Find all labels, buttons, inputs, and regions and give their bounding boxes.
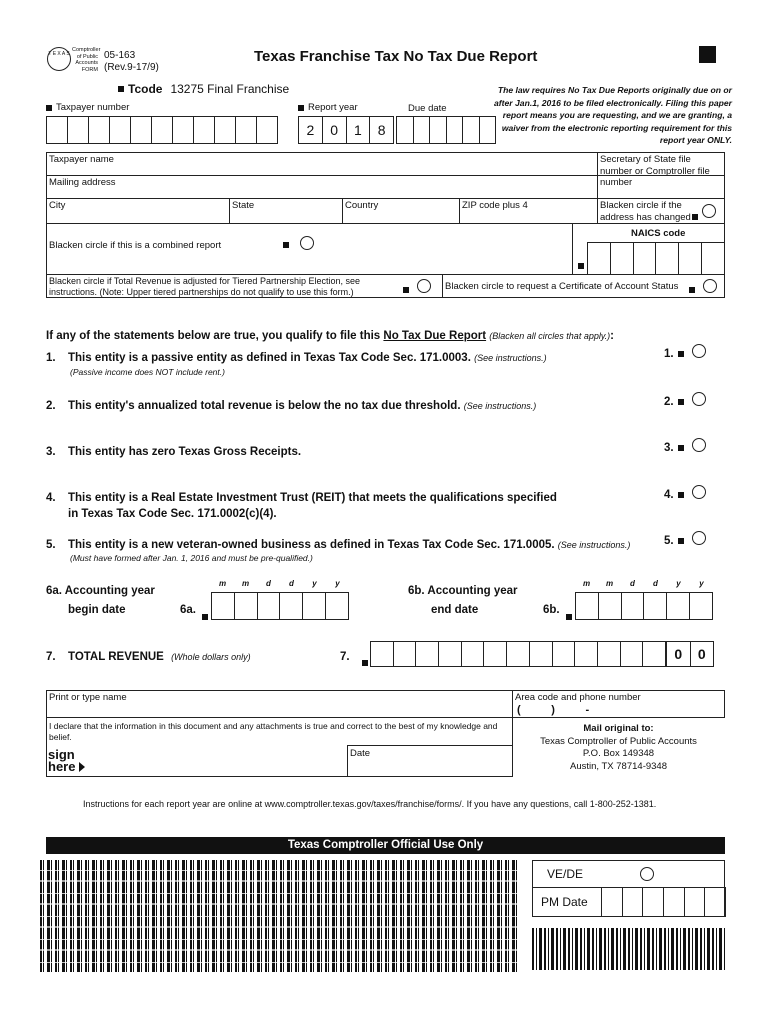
statement-text: This entity has zero Texas Gross Receipts.: [68, 446, 302, 458]
mailing-address-field[interactable]: [46, 175, 598, 199]
statement-5-sub: (Must have formed after Jan. 1, 2016 and must be pre-qualified.): [70, 553, 313, 563]
statement-5: [46, 539, 630, 551]
marker-square: [46, 105, 52, 111]
label-text: Blacken circle if Total Revenue is adjusted for Tiered Partnership Election, see instructions. (Note: Upper tiered partnerships do not qualify to use this form.): [49, 276, 360, 297]
label-text: State: [232, 200, 255, 211]
answer-4: [664, 489, 706, 501]
marker-square: [692, 214, 698, 220]
statement-number: 4.: [46, 492, 56, 504]
marker-square: [202, 614, 208, 620]
statement-2-circle[interactable]: [692, 392, 706, 406]
marker-square: [298, 105, 304, 111]
label-text: Country: [345, 200, 379, 211]
revenue-note: (Whole dollars only): [171, 652, 251, 662]
state-field[interactable]: [229, 198, 343, 224]
total-revenue-input[interactable]: [370, 641, 666, 667]
tiered-partnership-circle[interactable]: [417, 279, 431, 293]
due-date-input[interactable]: [396, 116, 496, 144]
instructions-text: Instructions for each report year are online at www.comptroller.texas.gov/taxes/franchise/forms/. If you have any questions, call 1-800-252-1381.: [83, 799, 657, 809]
combined-report-circle[interactable]: [300, 236, 314, 250]
intro-link: No Tax Due Report: [383, 330, 487, 342]
label-text: VE/DE: [547, 867, 584, 881]
statement-3-circle[interactable]: [692, 438, 706, 452]
statement-4: [46, 492, 557, 504]
agency-line: Accounts: [75, 60, 98, 66]
begin-date-input[interactable]: [211, 592, 349, 620]
tcode-label: Tcode: [128, 82, 163, 96]
answer-number: 3.: [664, 442, 674, 454]
intro-end: :: [610, 330, 615, 342]
statement-text: This entity's annualized total revenue is below the no tax due threshold.: [68, 400, 461, 412]
statement-1: [46, 352, 547, 364]
certificate-field: [442, 274, 725, 298]
label-text: Area code and phone number: [515, 692, 641, 703]
pm-date-input[interactable]: [601, 887, 726, 917]
accounting-begin-label: 6a. Accounting year: [46, 585, 155, 597]
statement-5-circle[interactable]: [692, 531, 706, 545]
mdy-label: y: [676, 579, 681, 588]
mdy-label: m: [218, 579, 227, 588]
report-year-label: [298, 102, 358, 113]
mdy-label: m: [582, 579, 591, 588]
label-text: Taxpayer name: [49, 154, 114, 165]
statement-number: 1.: [46, 352, 56, 364]
year-digit: 0: [323, 116, 347, 144]
vede-circle[interactable]: [640, 867, 654, 881]
mdy-label: d: [266, 579, 271, 588]
statement-4-line2: in Texas Tax Code Sec. 171.0002(c)(4).: [68, 508, 277, 520]
marker-square: [678, 351, 684, 357]
combined-report-field: [46, 223, 573, 275]
statement-text: This entity is a new veteran-owned business as defined in Texas Tax Code Sec. 171.0005.: [68, 539, 555, 551]
cents-digit: 0: [691, 641, 715, 667]
total-revenue-label: [46, 651, 251, 663]
tcode-value: 13275 Final Franchise: [170, 82, 290, 96]
year-digit: 1: [347, 116, 371, 144]
label-text: Taxpayer number: [56, 102, 130, 113]
official-use-banner: Texas Comptroller Official Use Only: [46, 837, 725, 854]
comptroller-seal: [47, 47, 71, 71]
statement-text: This entity is a Real Estate Investment Trust (REIT) that meets the qualifications specified: [68, 492, 557, 504]
phone-field[interactable]: [512, 690, 725, 718]
tcode: [118, 82, 289, 96]
label-text: Report year: [308, 102, 358, 113]
marker-square: [403, 287, 409, 293]
statement-note: (See instructions.): [463, 401, 537, 411]
electronic-filing-notice: The law requires No Tax Due Reports originally due on or after Jan.1, 2016 to be filed electronically. Filing this paper report means you are requesting, and we are granting, a waiver from the electronic reporting requirement for this report year ONLY.: [494, 85, 732, 145]
statement-3: [46, 446, 301, 458]
agency-line: of Public: [76, 53, 98, 60]
form-number: 05-163: [104, 50, 136, 61]
accounting-end-label: 6b. Accounting year: [408, 585, 518, 597]
mail-line: P.O. Box 149348: [582, 748, 655, 759]
corner-mark: [699, 46, 716, 63]
answer-3: [664, 442, 706, 454]
intro-text: If any of the statements below are true, you qualify to file this: [46, 330, 381, 342]
seal-letters: T E X A S: [48, 51, 70, 57]
sign-here-icon: [48, 749, 75, 773]
accounting-begin-code: 6a.: [180, 604, 196, 616]
sos-number-cells[interactable]: [597, 175, 725, 199]
mdy-label: d: [653, 579, 658, 588]
cents-digit: 0: [666, 641, 691, 667]
begin-date-mdy: [211, 579, 349, 588]
statement-note: (See instructions.): [474, 353, 547, 363]
statement-2: [46, 400, 536, 412]
label-text: ZIP code plus 4: [462, 200, 528, 211]
label-text: Print or type name: [49, 692, 127, 703]
zip-field[interactable]: [459, 198, 598, 224]
address-changed-circle[interactable]: [702, 204, 716, 218]
answer-number: 1.: [664, 348, 674, 360]
declaration-text: I declare that the information in this document and any attachments is true and correct to the best of my knowledge and belief.: [49, 721, 498, 742]
answer-2: [664, 396, 706, 408]
taxpayer-number-input[interactable]: [46, 116, 278, 144]
revenue-cents: [666, 641, 714, 667]
sign-arrow-icon: [79, 762, 85, 772]
mdy-label: d: [630, 579, 635, 588]
mdy-label: d: [289, 579, 294, 588]
mdy-label: m: [605, 579, 614, 588]
address-changed-field: [597, 198, 725, 224]
sign-word: sign: [48, 747, 75, 762]
year-digit: 8: [370, 116, 394, 144]
qualify-intro: [46, 330, 614, 342]
barcode-left-overlay: [40, 860, 518, 972]
certificate-circle[interactable]: [703, 279, 717, 293]
naics-input[interactable]: [587, 242, 725, 275]
taxpayer-name-field[interactable]: [46, 152, 598, 176]
label-text: Blacken circle if this is a combined report: [49, 240, 222, 251]
marker-square: [362, 660, 368, 666]
pm-date-field: [532, 887, 725, 917]
label-text: Mailing address: [49, 177, 116, 188]
agency-name: [72, 47, 101, 73]
agency-line: Comptroller: [72, 47, 101, 53]
marker-square: [678, 492, 684, 498]
naics-label: NAICS code: [631, 228, 686, 239]
intro-note: (Blacken all circles that apply.): [489, 331, 611, 341]
label-text: Secretary of State file number or Comptroller file number: [600, 154, 710, 188]
answer-number: 2.: [664, 396, 674, 408]
agency-line: FORM: [81, 66, 98, 73]
print-name-field[interactable]: [46, 690, 513, 718]
mail-line: Austin, TX 78714-9348: [569, 760, 667, 772]
signature-field[interactable]: [86, 745, 348, 777]
marker-square: [678, 538, 684, 544]
report-year-input[interactable]: [298, 116, 394, 144]
statement-note: (See instructions.): [557, 540, 631, 550]
barcode-right: [532, 928, 725, 970]
statement-text: This entity is a passive entity as defined in Texas Tax Code Sec. 171.0003.: [68, 352, 471, 364]
label-text: Date: [350, 748, 371, 759]
taxpayer-number-label: [46, 102, 129, 113]
naics-field: [572, 223, 725, 275]
accounting-begin-label2: begin date: [68, 604, 126, 616]
label-text: City: [49, 200, 66, 211]
end-date-mdy: [575, 579, 713, 588]
date-field[interactable]: [348, 745, 513, 777]
accounting-end-label2: end date: [431, 604, 479, 616]
accounting-end-code: 6b.: [543, 604, 560, 616]
label-text: PM Date: [541, 895, 588, 909]
statement-4-circle[interactable]: [692, 485, 706, 499]
end-date-input[interactable]: [575, 592, 713, 620]
statement-number: 2.: [46, 400, 56, 412]
marker-square: [678, 399, 684, 405]
marker-square: [566, 614, 572, 620]
marker-square: [118, 86, 124, 92]
marker-square: [678, 445, 684, 451]
answer-number: 5.: [664, 535, 674, 547]
mail-title: Mail original to:: [583, 723, 654, 734]
country-field[interactable]: [342, 198, 460, 224]
statement-1-sub: (Passive income does NOT include rent.): [70, 367, 225, 377]
year-digit: 2: [298, 116, 323, 144]
city-field[interactable]: [46, 198, 230, 224]
mail-line: Texas Comptroller of Public Accounts: [540, 735, 697, 747]
marker-square: [689, 287, 695, 293]
marker-square: [578, 263, 584, 269]
answer-number: 4.: [664, 489, 674, 501]
marker-square: [283, 242, 289, 248]
mdy-label: y: [335, 579, 340, 588]
statement-number: 3.: [46, 446, 56, 458]
total-revenue-code: 7.: [340, 651, 350, 663]
tiered-partnership-field: [46, 274, 443, 298]
form-title: Texas Franchise Tax No Tax Due Report: [254, 48, 538, 65]
form-revision: (Rev.9-17/9): [104, 62, 159, 73]
mdy-label: m: [241, 579, 250, 588]
vede-field: [532, 860, 725, 888]
mdy-label: y: [699, 579, 704, 588]
due-date-label: Due date: [408, 103, 447, 114]
statement-number: 5.: [46, 539, 56, 551]
here-word: here: [48, 759, 76, 774]
statement-1-circle[interactable]: [692, 344, 706, 358]
mailing-instructions: [512, 717, 725, 773]
revenue-label: TOTAL REVENUE: [68, 651, 164, 663]
mdy-label: y: [312, 579, 317, 588]
answer-5: [664, 535, 706, 547]
revenue-number: 7.: [46, 651, 56, 663]
phone-mask: ( ) -: [517, 704, 590, 716]
label-text: Blacken circle to request a Certificate of Account Status: [445, 281, 679, 292]
sos-file-number-field[interactable]: [597, 152, 725, 188]
label-text: Blacken circle if the address has changed: [600, 200, 691, 223]
answer-1: [664, 348, 706, 360]
